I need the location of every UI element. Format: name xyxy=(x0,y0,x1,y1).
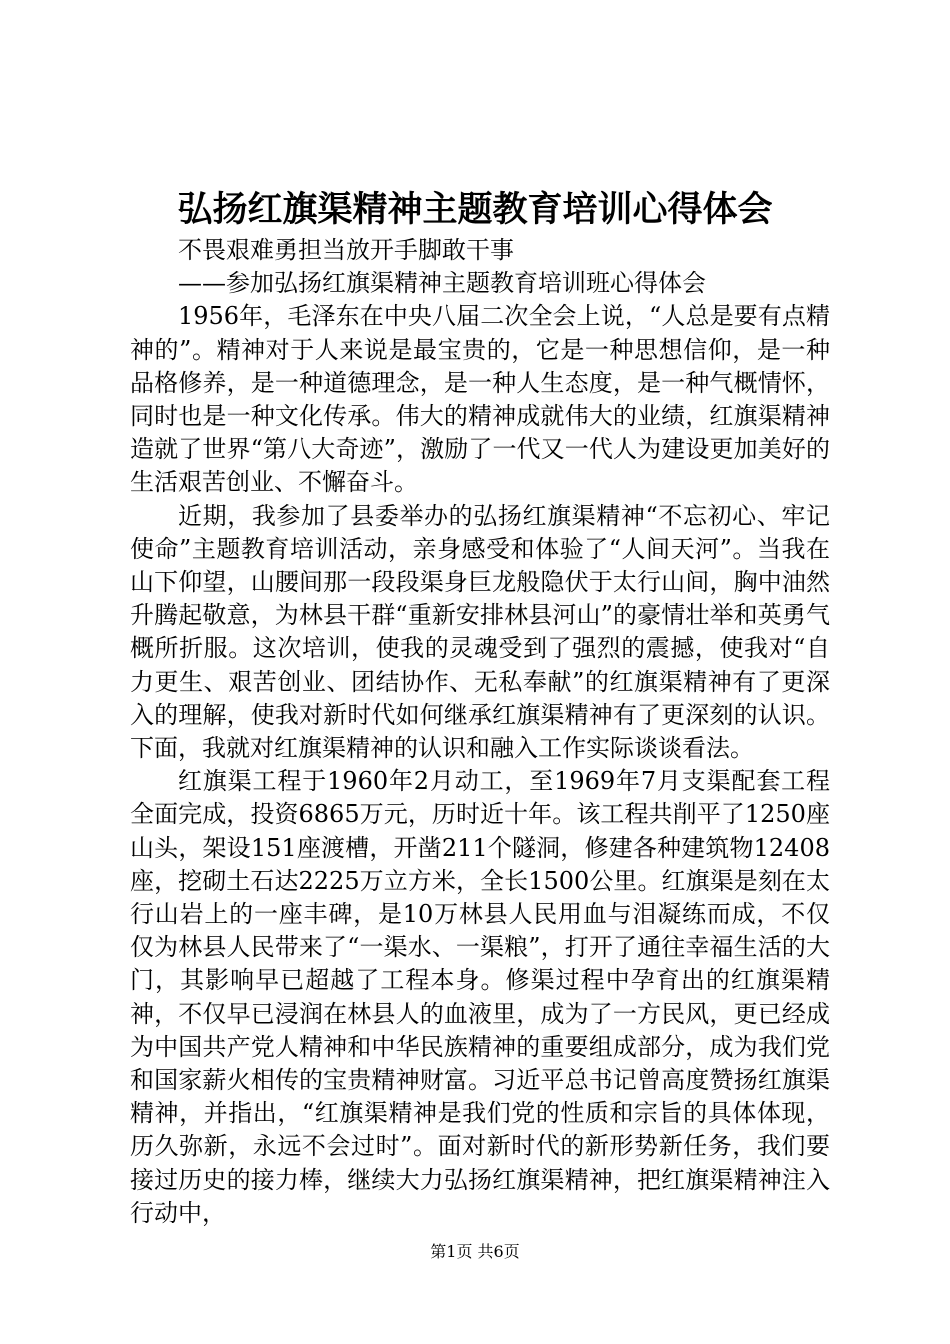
page-number-footer: 第1页 共6页 xyxy=(430,1242,520,1261)
document-byline: ——参加弘扬红旗渠精神主题教育培训班心得体会 xyxy=(178,269,706,298)
document-title: 弘扬红旗渠精神主题教育培训心得体会 xyxy=(177,189,773,230)
body-paragraph-1: 1956年，毛泽东在中央八届二次全会上说，“人总是要有点精神的”。精神对于人来说是最宝贵的，它是一种思想信仰，是一种品格修养，是一种道德理念，是一种人生态度，是一种气概情怀，同时也是一种文化传承。伟大的精神成就伟大的业绩，红旗渠精神造就了世界“第八大奇迹”，激励了一代又一代人为建设更加美好的生活艰苦创业、不懈奋斗。 xyxy=(130,302,830,497)
body-paragraph-3: 红旗渠工程于1960年2月动工，至1969年7月支渠配套工程全面完成，投资6865万元，历时近十年。该工程共削平了1250座山头，架设151座渡槽，开凿211个隧洞，修建各种建筑物12408座，挖砌土石达2225万立方米，全长1500公里。红旗渠是刻在太行山岩上的一座丰碑，是10万林县人民用血与泪凝练而成，不仅仅为林县人民带来了“一渠水、一渠粮”，打开了通往幸福生活的大门，其影响早已超越了工程本身。修渠过程中孕育出的红旗渠精神，不仅早已浸润在林县人的血液里，成为了一方民风，更已经成为中国共产党人精神和中华民族精神的重要组成部分，成为我们党和国家薪火相传的宝贵精神财富。习近平总书记曾高度赞扬红旗渠精神，并指出，“红旗渠精神是我们党的性质和宗旨的具体体现，历久弥新，永远不会过时”。面对新时代的新形势新任务，我们要接过历史的接力棒，继续大力弘扬红旗渠精神，把红旗渠精神注入行动中， xyxy=(130,767,830,1227)
body-paragraph-2: 近期，我参加了县委举办的弘扬红旗渠精神“不忘初心、牢记使命”主题教育培训活动，亲身感受和体验了“人间天河”。当我在山下仰望，山腰间那一段段渠身巨龙般隐伏于太行山间，胸中油然升腾起敬意，为林县干群“重新安排林县河山”的豪情壮举和英勇气概所折服。这次培训，使我的灵魂受到了强烈的震撼，使我对“自力更生、艰苦创业、团结协作、无私奉献”的红旗渠精神有了更深入的理解，使我对新时代如何继承红旗渠精神有了更深刻的认识。下面，我就对红旗渠精神的认识和融入工作实际谈谈看法。 xyxy=(130,501,830,763)
document-body xyxy=(130,234,830,1230)
document-subtitle: 不畏艰难勇担当放开手脚敢干事 xyxy=(178,236,514,264)
